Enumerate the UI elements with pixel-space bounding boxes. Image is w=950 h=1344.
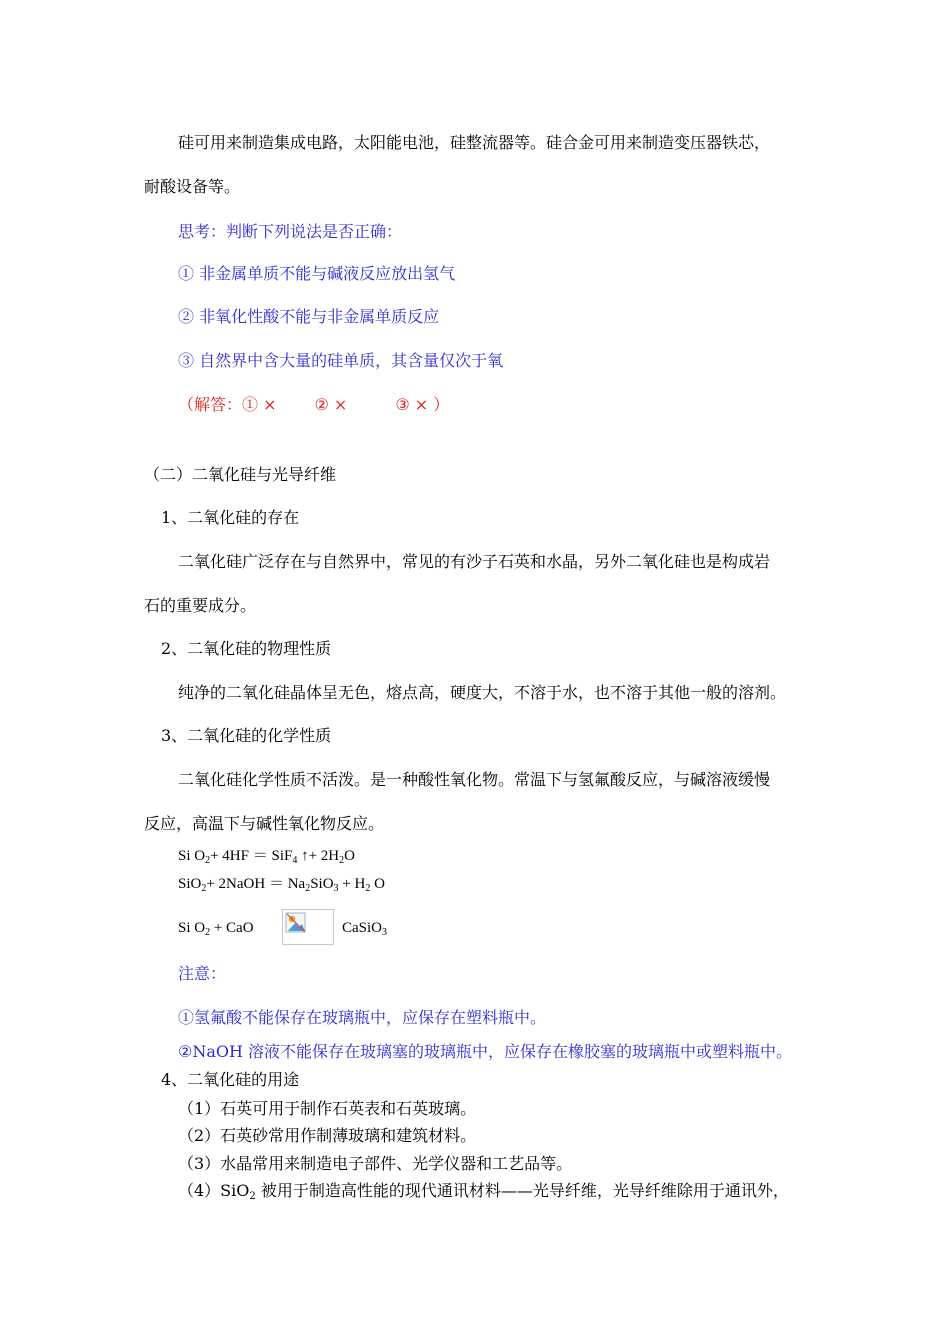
paragraph-line: 纯净的二氧化硅晶体呈无色，熔点高，硬度大，不溶于水，也不溶于其他一般的溶剂。 [178, 683, 787, 702]
equation-2: SiO$_2$+ 2NaOH ＝ $Na_2SiO_3 + H_2$ O [178, 876, 385, 894]
use-item-1: （1）石英可用于制作石英表和石英玻璃。 [178, 1099, 477, 1118]
subsection-title-2: 2、二氧化硅的物理性质 [161, 639, 332, 658]
note-item-1: ①氢氟酸不能保存在玻璃瓶中，应保存在塑料瓶中。 [178, 1008, 547, 1027]
note-item-2: ②NaOH 溶液不能保存在玻璃塞的玻璃瓶中，应保存在橡胶塞的玻璃瓶中或塑料瓶中。 [178, 1042, 793, 1061]
subsection-title-1: 1、二氧化硅的存在 [161, 508, 300, 527]
broken-image-icon [282, 909, 334, 945]
paragraph-line: 石的重要成分。 [144, 596, 257, 615]
paragraph-line: 硅可用来制造集成电路，太阳能电池，硅整流器等。硅合金可用来制造变压器铁芯， [178, 133, 771, 152]
equation-3-left: Si $O_2$ + CaO [178, 920, 254, 938]
think-title: 思考：判断下列说法是否正确： [178, 222, 403, 241]
use-item-2: （2）石英砂常用作制薄玻璃和建筑材料。 [178, 1126, 477, 1145]
note-title: 注意： [178, 964, 227, 983]
equation-1: Si $O_2+ 4HF = SiF_4$ ↑+ $2H_2O$ [178, 848, 355, 866]
paragraph-line: 二氧化硅化学性质不活泼。是一种酸性氧化物。常温下与氢氟酸反应，与碱溶液缓慢 [178, 770, 771, 789]
answer-line [178, 395, 449, 415]
think-item-2: ② 非氧化性酸不能与非金属单质反应 [178, 307, 440, 326]
paragraph-line: 二氧化硅广泛存在与自然界中，常见的有沙子石英和水晶，另外二氧化硅也是构成岩 [178, 552, 771, 571]
paragraph-line: 反应，高温下与碱性氧化物反应。 [144, 814, 385, 833]
answer-2: ② × [314, 395, 348, 414]
equation-3-right: CaSiO$_3$ [342, 920, 388, 938]
subsection-title-3: 3、二氧化硅的化学性质 [161, 726, 332, 745]
use-item-3: （3）水晶常用来制造电子部件、光学仪器和工艺品等。 [178, 1154, 573, 1173]
answer-1: （解答：① × [178, 395, 277, 414]
section-heading: （二）二氧化硅与光导纤维 [144, 465, 337, 484]
paragraph-line: 耐酸设备等。 [144, 177, 241, 196]
think-item-3: ③ 自然界中含大量的硅单质，其含量仅次于氧 [178, 351, 504, 370]
think-item-1: ① 非金属单质不能与碱液反应放出氢气 [178, 264, 456, 283]
use-item-4: （4）SiO$_2$ 被用于制造高性能的现代通讯材料——光导纤维，光导纤维除用于通讯外， [178, 1181, 789, 1202]
answer-3: ③ × ） [395, 395, 450, 414]
subsection-title-4: 4、二氧化硅的用途 [161, 1070, 300, 1089]
